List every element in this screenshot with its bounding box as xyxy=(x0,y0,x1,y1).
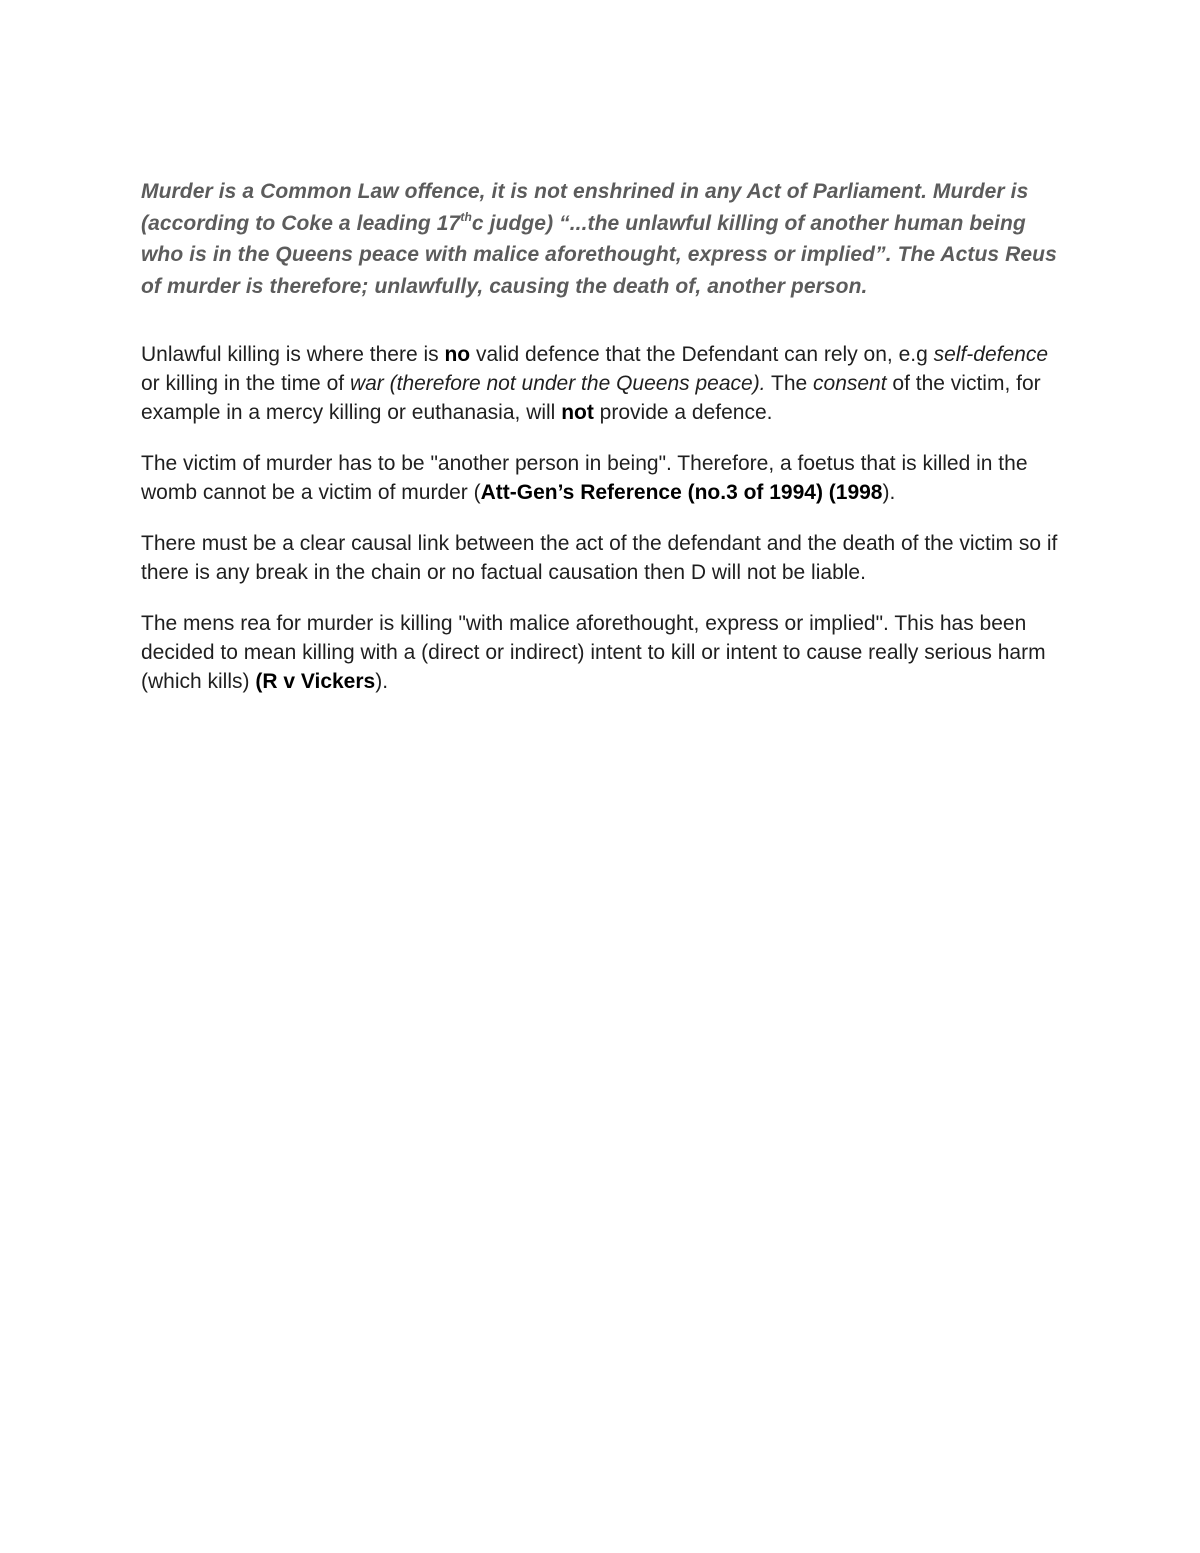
mens-rea-paragraph xyxy=(141,609,1061,696)
document-body xyxy=(141,176,1061,718)
ordinal-superscript: th xyxy=(460,209,472,224)
emphasis-not: not xyxy=(561,401,594,424)
unlawful-text-3: or killing in the time of xyxy=(141,372,350,395)
term-consent: consent xyxy=(813,372,887,395)
victim-paragraph xyxy=(141,449,1061,507)
unlawful-killing-paragraph xyxy=(141,340,1061,427)
unlawful-text-1: Unlawful killing is where there is xyxy=(141,343,445,366)
intro-text-part1: Murder is a Common Law offence, it is not enshrined in any Act of Parliament. Murder is (according to Coke a leading 17 xyxy=(141,180,1029,235)
unlawful-text-2: valid defence that the Defendant can rely on, e.g xyxy=(470,343,934,366)
unlawful-text-6: provide a defence. xyxy=(593,401,773,424)
causation-text: There must be a clear causal link between the act of the defendant and the death of the victim so if there is any break in the chain or no factual causation then D will not be liable. xyxy=(141,532,1058,584)
mens-rea-text-1: The mens rea for murder is killing "with malice aforethought, express or implied". This has been decided to mean killing with a (direct or indirect) intent to kill or intent to cause really serious harm (which kills) xyxy=(141,612,1046,693)
victim-text-1: The victim of murder has to be "another person in being". Therefore, a foetus that is killed in the womb cannot be a victim of murder ( xyxy=(141,452,1028,504)
unlawful-text-5: of the victim, for example in a mercy killing or euthanasia, will xyxy=(141,372,1041,424)
term-self-defence: self-defence xyxy=(933,343,1049,366)
intro-paragraph xyxy=(141,176,1061,302)
causation-paragraph xyxy=(141,529,1061,587)
intro-text-part2: c judge) “...the unlawful killing of another human being who is in the Queens peace with malice aforethought, express or implied”. The Actus Reus of murder is therefore; unlawfully, causing the death of, another person. xyxy=(141,211,1057,298)
case-citation-att-gen: Att-Gen’s Reference (no.3 of 1994) (1998 xyxy=(480,481,883,504)
case-citation-r-v-vickers: (R v Vickers xyxy=(255,670,376,693)
mens-rea-text-2: ). xyxy=(375,670,389,693)
victim-text-2: ). xyxy=(882,481,896,504)
term-war: war (therefore not under the Queens peace). xyxy=(349,372,766,395)
unlawful-text-4: The xyxy=(765,372,814,395)
emphasis-no: no xyxy=(444,343,471,366)
